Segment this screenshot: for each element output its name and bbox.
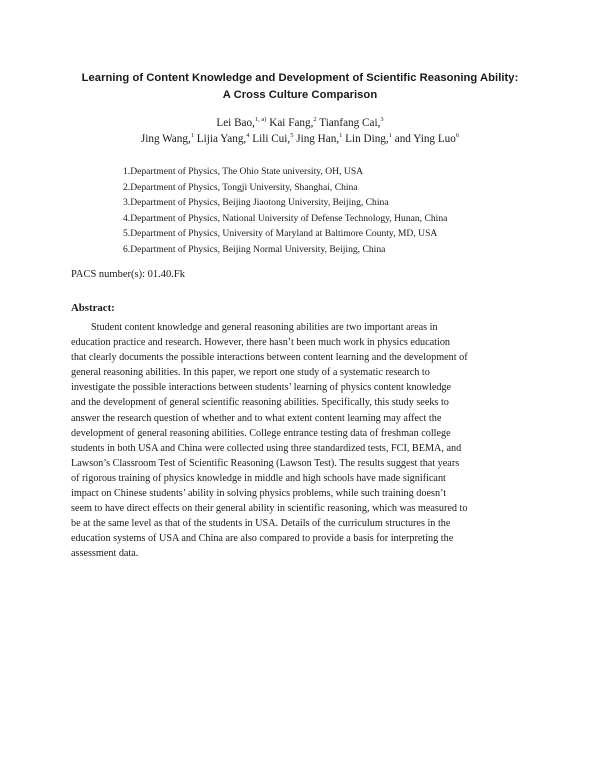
affiliation-item: 3.Department of Physics, Beijing Jiaotong University, Beijing, China [123, 197, 389, 208]
title-line: A Cross Culture Comparison [222, 89, 378, 101]
abstract-line: general reasoning abilities. In this paper, we report one study of a systematic research to [71, 367, 430, 379]
author-name: Lei Bao, [216, 117, 255, 129]
abstract-heading: Abstract: [71, 302, 115, 314]
abstract-line: and the development of general scientific reasoning abilities. Specifically, this study seeks to [71, 397, 449, 409]
author-affiliation-mark: 2 [313, 116, 317, 123]
affiliation-item: 1.Department of Physics, The Ohio State university, OH, USA [123, 166, 364, 177]
affiliation-item: 6.Department of Physics, Beijing Normal University, Beijing, China [123, 243, 386, 255]
title-line: Learning of Content Knowledge and Development of Scientific Reasoning Ability: [81, 72, 519, 84]
abstract-line: Student content knowledge and general reasoning abilities are two important areas in [91, 322, 438, 333]
affiliation-item: 4.Department of Physics, National University of Defense Technology, Hunan, China [123, 212, 448, 224]
author-affiliation-mark: 1 [190, 132, 194, 139]
abstract-line: investigate the possible interactions between students’ learning of physics content knowledge [71, 382, 452, 394]
author-name: Jing Wang, [140, 133, 191, 145]
affiliation-item: 2.Department of Physics, Tongji University, Shanghai, China [123, 181, 358, 193]
author-affiliation-mark: 3 [380, 116, 384, 123]
abstract-line: seem to have direct effects on their general ability in scientific reasoning, which was measured to [71, 503, 468, 515]
author-affiliation-mark: 5 [290, 132, 294, 139]
abstract-line: students in both USA and China were collected using three standardized tests, FCI, BEMA, and [71, 442, 462, 454]
author-name: Lili Cui, [252, 133, 291, 145]
author-affiliation-mark: 6 [455, 132, 460, 139]
abstract-line: of rigorous training of physics knowledge in middle and high schools have made significant [71, 472, 446, 484]
author-name: Lijia Yang, [196, 133, 247, 145]
abstract-line: that clearly documents the possible interactions between content learning and the development of [71, 352, 468, 364]
abstract-line: education practice and research. However, there hasn’t been much work in physics education [71, 337, 451, 349]
pacs-number: PACS number(s): 01.40.Fk [71, 269, 185, 280]
abstract-line: be at the same level as that of the students in USA. Details of the curriculum structures in the [71, 518, 451, 530]
author-name: Tianfang Cai, [319, 117, 381, 129]
author-name: Kai Fang, [269, 117, 314, 129]
abstract-line: impact on Chinese students’ ability in solving physics problems, while such training doesn’t [71, 488, 447, 500]
author-affiliation-mark: 1 [339, 132, 343, 139]
abstract-line: assessment data. [71, 548, 139, 560]
author-line [60, 131, 540, 147]
author-line [60, 115, 540, 131]
author-list [60, 115, 540, 147]
author-name: Lin Ding, [345, 133, 389, 145]
abstract-line: Lawson’s Classroom Test of Scientific Reasoning (Lawson Test). The results suggest that years [71, 457, 460, 469]
abstract-line: answer the research question of whether and to what extent content learning may affect the [71, 412, 442, 424]
author-name: Jing Han, [296, 133, 340, 145]
affiliation-item: 5.Department of Physics, University of Maryland at Baltimore County, MD, USA [123, 228, 438, 239]
paper-title [60, 70, 540, 104]
author-affiliation-mark: 4 [246, 132, 250, 139]
abstract-line: education systems of USA and China are also compared to provide a basis for interpreting the [71, 533, 454, 545]
author-affiliation-mark: 1 [388, 132, 392, 139]
affiliation-list [123, 164, 543, 257]
abstract-body [71, 320, 531, 562]
author-name: and Ying Luo [394, 133, 456, 145]
abstract-line: development of general reasoning abilities. College entrance testing data of freshman college [71, 427, 451, 439]
author-affiliation-mark: 1, a) [254, 116, 267, 123]
